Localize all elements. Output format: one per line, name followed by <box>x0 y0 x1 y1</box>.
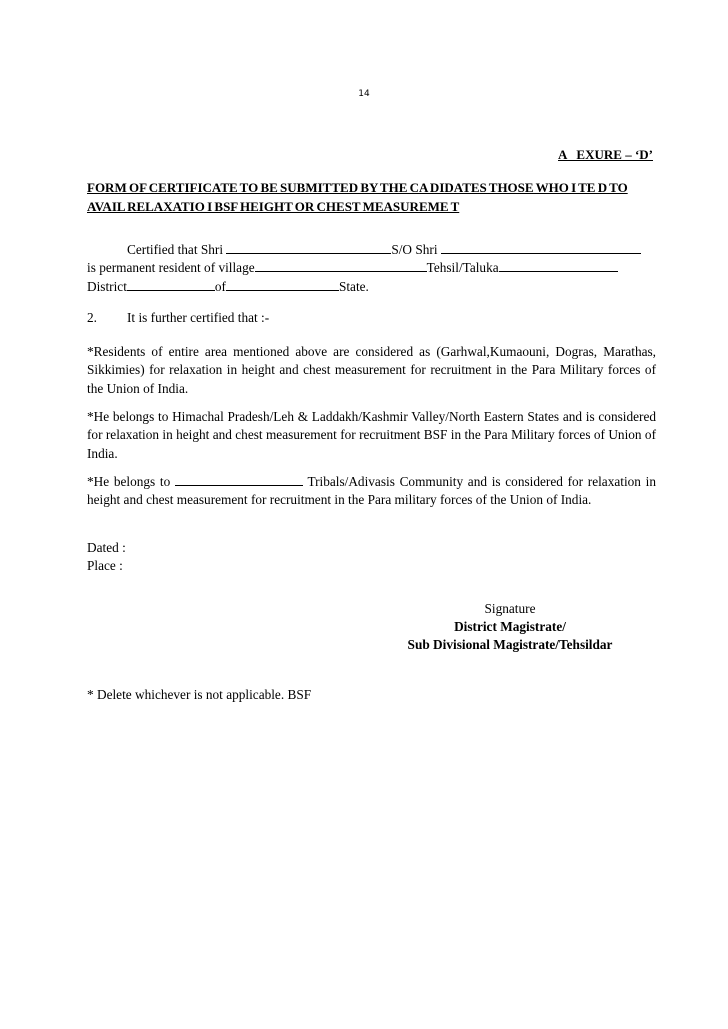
tribal-paragraph <box>87 473 656 510</box>
place-label: Place : <box>87 558 123 573</box>
sub-divisional-magistrate-label: Sub Divisional Magistrate/Tehsildar <box>407 637 613 652</box>
page-number: 14 <box>358 89 370 99</box>
tribal-lead-text: *He belongs to <box>87 474 171 489</box>
district-label: District <box>87 278 127 294</box>
signature-block <box>380 600 640 654</box>
son-of-label: S/O Shri <box>391 242 438 257</box>
point-2 <box>87 309 656 327</box>
resident-village-label: is permanent resident of village <box>87 260 255 276</box>
certified-line-2 <box>87 259 656 277</box>
state-label: State. <box>338 278 369 294</box>
shri-name-blank <box>226 241 391 254</box>
tehsil-blank <box>499 259 618 272</box>
signature-label: Signature <box>484 601 536 616</box>
village-blank <box>255 259 427 272</box>
certified-line-1 <box>87 241 656 259</box>
footnote: * Delete whichever is not applicable. BSF <box>87 687 312 702</box>
certified-line-3 <box>87 278 656 296</box>
district-blank <box>127 278 215 291</box>
point-2-text: It is further certified that :- <box>127 310 270 325</box>
state-blank <box>226 278 339 291</box>
annexure-heading: A EXURE – ‘D’ <box>558 147 653 162</box>
certified-shri-label: Certified that Shri <box>127 242 224 257</box>
tehsil-label: Tehsil/Taluka <box>426 260 499 276</box>
father-name-blank <box>441 241 641 254</box>
of-label: of <box>214 278 226 294</box>
point-2-number: 2. <box>87 310 97 325</box>
tribe-blank <box>175 473 303 486</box>
residents-paragraph: *Residents of entire area mentioned above are considered as (Garhwal,Kumaouni, Dogras, Marathas, Sikkimies) for relaxation in height and chest measurement for recruitment in the Para Military forces of the Union of India. <box>87 344 656 396</box>
himachal-paragraph: *He belongs to Himachal Pradesh/Leh & Laddakh/Kashmir Valley/North Eastern States and is considered for relaxation in height and chest measurement for recruitment BSF in the Para Military forces of Union of India. <box>87 409 656 461</box>
district-magistrate-label: District Magistrate/ <box>454 619 566 634</box>
dated-place-block <box>87 539 126 575</box>
form-title: FORM OF CERTIFICATE TO BE SUBMITTED BY THE CA DIDATES THOSE WHO I TE D TO AVAIL RELAXATIO I BSF HEIGHT OR CHEST MEASUREME T <box>87 180 628 214</box>
dated-label: Dated : <box>87 540 126 555</box>
tribal-rest-text: Tribals/Adivasis Community and is considered for relaxation in height and chest measurement for recruitment in the Para military forces of the Union of India. <box>87 474 656 508</box>
certified-paragraph <box>87 241 656 296</box>
